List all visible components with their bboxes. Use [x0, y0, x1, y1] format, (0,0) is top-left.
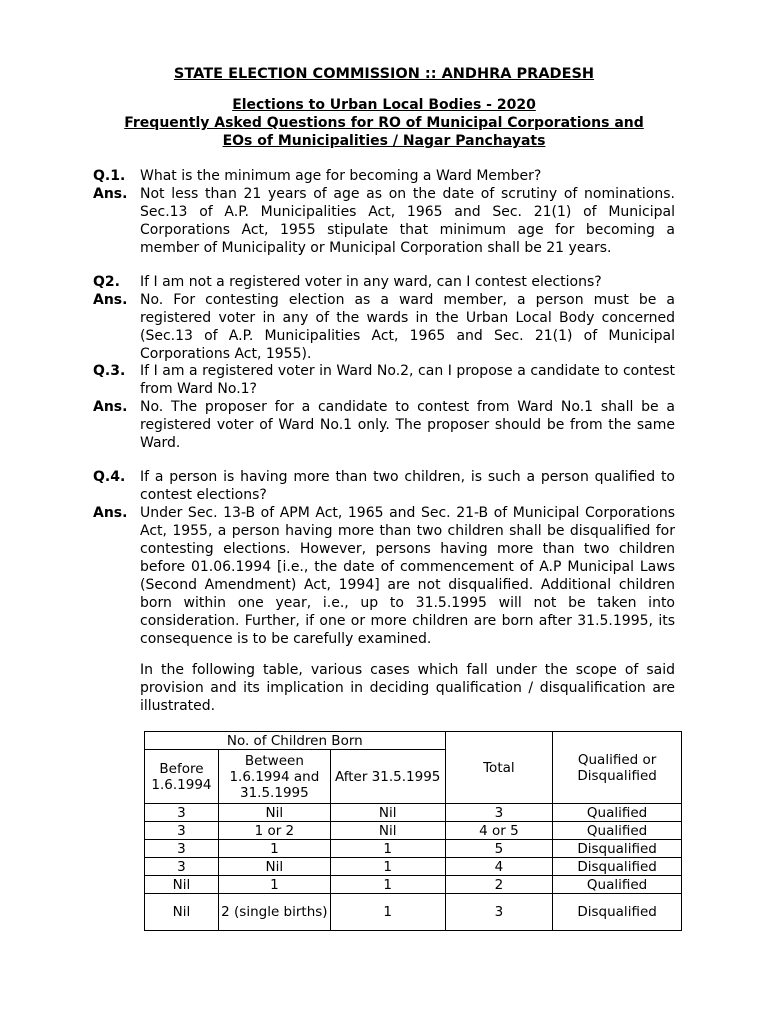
cell-between: Nil	[218, 804, 330, 822]
question-text: What is the minimum age for becoming a Ward Member?	[140, 168, 542, 184]
cell-after: 1	[330, 840, 445, 858]
cell-status: Qualified	[553, 876, 682, 894]
cell-between: 1	[218, 876, 330, 894]
cell-after: 1	[330, 876, 445, 894]
cell-status: Disqualified	[553, 858, 682, 876]
header-status: Qualified or Disqualified	[553, 732, 682, 804]
table-row	[145, 858, 682, 876]
cell-between: Nil	[218, 858, 330, 876]
election-title: Elections to Urban Local Bodies - 2020	[232, 97, 536, 113]
cell-before: 3	[145, 858, 219, 876]
table-row	[145, 840, 682, 858]
answer-text: Under Sec. 13-B of APM Act, 1965 and Sec. 21-B of Municipal Corporations Act, 1955, a person having more than two children shall be disqualified for contesting elections. However, persons having more than two children before 01.06.1994 [i.e., the date of commencement of A.P Municipal Laws (Second Amendment) Act, 1994] are not disqualified. Additional children born within one year, i.e., up to 31.5.1995 will not be taken into consideration. Further, if one or more children are born after 31.5.1995, its consequence is to be carefully examined.	[140, 505, 675, 647]
answer-label: Ans.	[93, 292, 128, 308]
question-text: If I am a registered voter in Ward No.2, can I propose a candidate to contest from Ward No.1?	[140, 363, 675, 397]
cell-total: 4	[445, 858, 553, 876]
faq-title-line-2: EOs of Municipalities / Nagar Panchayats	[222, 133, 546, 149]
cell-status: Disqualified	[553, 894, 682, 931]
cell-total: 4 or 5	[445, 822, 553, 840]
question-text: If a person is having more than two children, is such a person qualified to contest elections?	[140, 469, 675, 503]
faq-item-3	[93, 362, 675, 452]
header-children-born: No. of Children Born	[145, 732, 446, 750]
cell-status: Disqualified	[553, 840, 682, 858]
cell-after: Nil	[330, 804, 445, 822]
cell-between: 1	[218, 840, 330, 858]
answer-label: Ans.	[93, 399, 128, 415]
table-row	[145, 876, 682, 894]
faq-item-4	[93, 468, 675, 648]
header-after: After 31.5.1995	[330, 750, 445, 804]
cell-after: 1	[330, 858, 445, 876]
cell-after: Nil	[330, 822, 445, 840]
answer-text: No. The proposer for a candidate to contest from Ward No.1 shall be a registered voter of Ward No.1 only. The proposer should be from the same Ward.	[140, 399, 675, 451]
cell-total: 5	[445, 840, 553, 858]
answer-label: Ans.	[93, 505, 128, 521]
cell-total: 2	[445, 876, 553, 894]
cell-before: Nil	[145, 894, 219, 931]
faq-title-line-1: Frequently Asked Questions for RO of Municipal Corporations and	[124, 115, 644, 131]
header-between: Between 1.6.1994 and 31.5.1995	[218, 750, 330, 804]
header-before: Before 1.6.1994	[145, 750, 219, 804]
cell-total: 3	[445, 804, 553, 822]
question-label: Q2.	[93, 274, 120, 290]
cell-total: 3	[445, 894, 553, 931]
cell-before: 3	[145, 822, 219, 840]
cell-before: 3	[145, 804, 219, 822]
question-label: Q.3.	[93, 363, 126, 379]
answer-label: Ans.	[93, 186, 128, 202]
answer-text: No. For contesting election as a ward member, a person must be a registered voter in any of the wards in the Urban Local Body concerned (Sec.13 of A.P. Municipalities Act, 1965 and Sec. 21(1) of Municipal Corporations Act, 1955).	[140, 292, 675, 362]
cell-before: Nil	[145, 876, 219, 894]
cell-before: 3	[145, 840, 219, 858]
question-text: If I am not a registered voter in any ward, can I contest elections?	[140, 274, 602, 290]
cell-status: Qualified	[553, 822, 682, 840]
cell-status: Qualified	[553, 804, 682, 822]
faq-item-1	[93, 167, 675, 257]
question-label: Q.4.	[93, 469, 126, 485]
cell-between: 1 or 2	[218, 822, 330, 840]
table-row	[145, 822, 682, 840]
table-row	[145, 804, 682, 822]
table-row	[145, 894, 682, 931]
cell-between: 2 (single births)	[218, 894, 330, 931]
answer-text: Not less than 21 years of age as on the date of scrutiny of nominations. Sec.13 of A.P. Municipalities Act, 1965 and Sec. 21(1) of Municipal Corporations Act, 1955 stipulate that minimum age for becoming a member of Municipality or Municipal Corporation shall be 21 years.	[140, 186, 675, 256]
commission-title: STATE ELECTION COMMISSION :: ANDHRA PRADESH	[173, 66, 595, 82]
table-intro-paragraph: In the following table, various cases which fall under the scope of said provision and its implication in deciding qualification / disqualification are illustrated.	[140, 662, 675, 714]
children-qualification-table	[144, 731, 682, 931]
question-label: Q.1.	[93, 168, 126, 184]
cell-after: 1	[330, 894, 445, 931]
faq-item-2	[93, 273, 675, 363]
header-total: Total	[445, 732, 553, 804]
